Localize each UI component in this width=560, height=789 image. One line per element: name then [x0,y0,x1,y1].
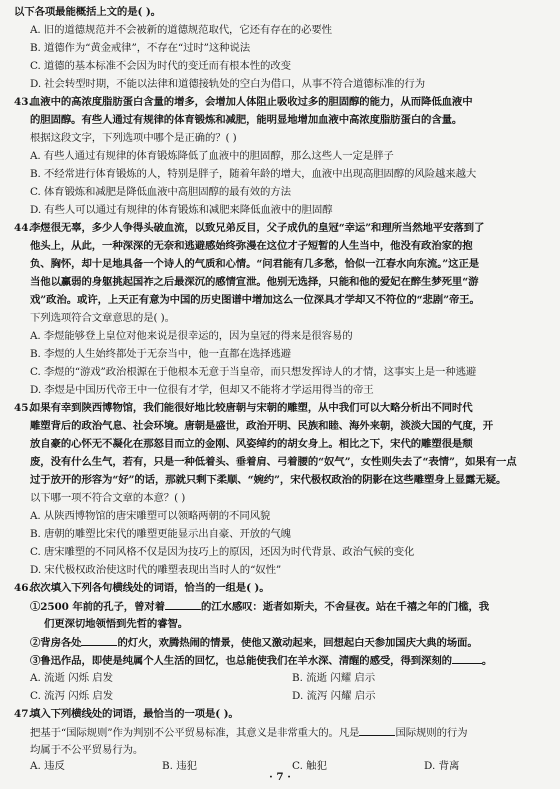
q42-option-a: A. 旧的道德规范并不会被新的道德规范取代，它还有存在的必要性 [30,24,332,36]
fill-blank [359,725,395,736]
q42-option-d: D. 社会转型时期，不能以法律和道德接轨处的空白为借口，从事不符合道德标准的行为 [30,78,426,90]
q45-passage-line: 雕塑背后的政治气息、社会环境。唐朝是盛世，政治开明、民族和睦、海外来朝，淡淡大国的气度，开 [30,420,494,432]
q46-sentence-1-cont: 们更深切地领悟到先哲的睿智。 [44,618,189,630]
q46-number: 46. [14,582,33,594]
q44-option-b: B. 李煜的人生始终都处于无奈当中，他一直都在选择逃避 [30,348,291,360]
sentence-text: 的灯火，欢腾热闹的情景，使他又激动起来，回想起白天参加国庆大典的场面。 [117,637,478,649]
q44-number: 44. [14,222,33,234]
q45-passage-line: 如果有幸到陕西博物馆，我们能很好地比较唐朝与宋朝的雕塑，从中我们可以大略分析出不同时代 [30,402,473,414]
q42-stem: 以下各项最能概括上文的是( )。 [14,6,161,18]
fill-blank [81,635,117,646]
q44-option-d: D. 李煜是中国历代帝王中一位很有才学，但却又不能将才学运用得当的帝王 [30,384,374,396]
q46-option-c: C. 流泻 闪烁 启发 [30,690,114,702]
q42-option-c: C. 道德的基本标准不会因为时代的变迁而有根本性的改变 [30,60,291,72]
q45-option-c: C. 唐宋雕塑的不同风格不仅是因为技巧上的原因，还因为时代背景、政治气候的变化 [30,546,415,558]
page-number: · 7 · [269,771,291,783]
sentence-text: ①2500 年前的孔子，曾对着 [30,601,165,613]
q43-option-b: B. 不经常进行体育锻炼的人，特别是胖子，随着年龄的增大，血液中出现高胆固醇的风险越来越大 [30,168,477,180]
q47-option-c: C. 触犯 [292,760,327,772]
q43-question: 根据这段文字，下列选项中哪个是正确的？( ) [30,132,237,144]
fill-blank [452,653,482,664]
q44-passage-line: 戏”政治。或许，上天正有意为中国的历史图谱中增加这么一位深具才学却又不符位的“悲剧”帝王。 [30,294,480,306]
q44-passage-line: 李煜很无辜，多少人争得头破血流，以致兄弟反目，父子成仇的皇冠“幸运”和理所当然地平安落到了 [30,222,485,234]
q44-option-c: C. 李煜的“游戏”政治根源在于他根本无意于当皇帝，而只想发挥诗人的才情，这事实上是一种逃避 [30,366,477,378]
q43-number: 43. [14,96,33,108]
q46-stem: 依次填入下列各句横线处的词语，恰当的一组是( )。 [30,582,270,594]
q47-option-b: B. 违犯 [162,760,198,772]
q45-passage-line: 过于放开的形容为“好”的话，那就只剩下柔顺、“婉约”，宋代极权政治的阴影在这些雕塑身上显露无疑。 [30,474,507,486]
q46-sentence-2 [30,635,548,649]
q45-option-b: B. 唐朝的雕塑比宋代的雕塑更能显示出自豪、开放的气魄 [30,528,291,540]
q47-sentence-cont: 均属于不公平贸易行为。 [30,744,144,756]
q43-option-c: C. 体育锻炼和减肥是降低血液中高胆固醇的最有效的方法 [30,186,291,198]
q45-number: 45. [14,402,33,414]
q43-passage-line: 血液中的高浓度脂肪蛋白含量的增多，会增加人体阻止吸收过多的胆固醇的能力，从而降低血液中 [30,96,473,108]
sentence-text: 。 [481,655,493,667]
sentence-text: 的江水感叹：逝者如斯夫，不舍昼夜。站在千禧之年的门槛，我 [200,601,490,613]
q45-question: 以下哪一项不符合文章的本意？( ) [30,492,186,504]
q46-sentence-1 [30,599,548,613]
q47-number: 47. [14,708,33,720]
q44-passage-line: 他头上，从此，一种深深的无奈和逃避感始终弥漫在这位才子短暂的人生当中，他没有政治家的抱 [30,240,473,252]
sentence-text: ③鲁迅作品，即使是纯属个人生活的回忆，也总能使我们在羊水深、清醒的感受，得到深刻的 [30,655,452,667]
q43-option-d: D. 有些人可以通过有规律的体育锻炼和减肥来降低血液中的胆固醇 [30,204,333,216]
q47-stem: 填入下列横线处的词语，最恰当的一项是( )。 [30,708,239,720]
sentence-text: ②背房各处 [30,637,82,649]
q44-question: 下列选项符合文章意思的是( )。 [30,312,175,324]
q44-option-a: A. 李煜能够登上皇位对他来说是很幸运的，因为皇冠的得来是很容易的 [30,330,353,342]
q45-option-a: A. 从陕西博物馆的唐宋雕塑可以领略两朝的不同风貌 [30,510,271,522]
q46-sentence-3 [30,653,548,667]
q43-option-a: A. 有些人通过有规律的体育锻炼降低了血液中的胆固醇，那么这些人一定是胖子 [30,150,394,162]
q44-passage-line: 当他以赢弱的身躯挑起国祚之后最深沉的感情宣泄。他别无选择，只能和他的爱妃在醉生梦死里“游 [30,276,479,288]
q44-passage-line: 负、胸怀，却十足地具备一个诗人的气质和心情。“问君能有几多愁，恰似一江春水向东流。”这正是 [30,258,480,270]
q47-sentence [30,725,548,739]
fill-blank [165,599,201,610]
q47-option-d: D. 背离 [424,760,460,772]
q45-passage-line: 废，没有什么生气，若有，只是一种低着头、垂着肩、弓着腰的“奴气”，女性则失去了“表情”，如果有一点 [30,456,517,468]
sentence-text: 国际规则的行为 [395,727,468,739]
q45-passage-line: 放自豪的心怀无不凝化在那怒目而立的金刚、风姿绰约的胡女身上。相比之下，宋代的雕塑很是颓 [30,438,473,450]
q47-option-a: A. 违反 [30,760,65,772]
q43-passage-line: 的胆固醇。有些人通过有规律的体育锻炼和减肥，能明显地增加血液中高浓度脂肪蛋白的含量。 [30,114,463,126]
q45-option-d: D. 宋代极权政治使这时代的雕塑表现出当时人的“奴性” [30,564,282,576]
q46-option-d: D. 流泻 闪耀 启示 [292,690,376,702]
q42-option-b: B. 道德作为“黄金戒律”，不存在“过时”这种说法 [30,42,251,54]
q46-option-b: B. 流逝 闪耀 启示 [292,672,376,684]
q46-option-a: A. 流逝 闪烁 启发 [30,672,114,684]
sentence-text: 把基于“国际规则”作为判别不公平贸易标准，其意义是非常重大的。凡是 [30,727,360,739]
